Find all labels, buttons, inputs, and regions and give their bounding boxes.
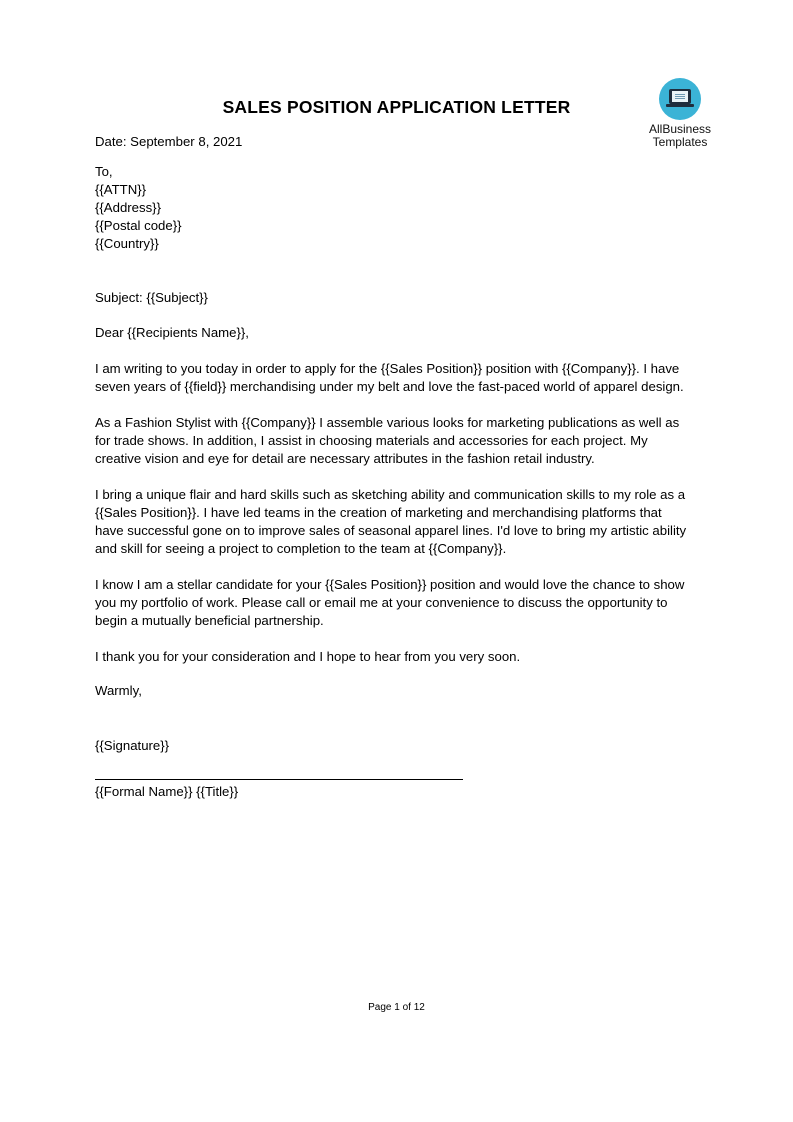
recipient-line: {{Postal code}} xyxy=(95,218,182,233)
paragraph-1 xyxy=(95,360,705,396)
logo-text-line2: Templates xyxy=(652,135,708,149)
subject-line: Subject: {{Subject}} xyxy=(95,290,208,305)
signature-placeholder: {{Signature}} xyxy=(95,738,170,753)
paragraph-line: you my portfolio of work. Please call or email me at your convenience to discuss the opportunity to xyxy=(95,595,668,610)
document-title: SALES POSITION APPLICATION LETTER xyxy=(222,97,571,117)
formal-name-title: {{Formal Name}} {{Title}} xyxy=(95,784,239,799)
paragraph-2 xyxy=(95,414,705,468)
paragraph-4 xyxy=(95,576,705,630)
paragraph-line: As a Fashion Stylist with {{Company}} I assemble various looks for marketing publications as well as xyxy=(95,415,680,430)
paragraph-5 xyxy=(95,648,705,666)
page-number: Page 1 of 12 xyxy=(368,1002,425,1013)
logo-text-line1: AllBusiness xyxy=(648,122,712,136)
closing: Warmly, xyxy=(95,683,142,698)
salutation: Dear {{Recipients Name}}, xyxy=(95,325,249,340)
recipient-line: {{Country}} xyxy=(95,236,159,251)
paragraph-3 xyxy=(95,486,705,558)
paragraph-line: I know I am a stellar candidate for your {{Sales Position}} position and would love the chance to show xyxy=(95,577,685,592)
paragraph-line: creative vision and eye for detail are necessary attributes in the fashion retail industry. xyxy=(95,451,595,466)
laptop-icon xyxy=(669,89,691,104)
paragraph-line: I thank you for your consideration and I hope to hear from you very soon. xyxy=(95,649,521,664)
recipient-line: To, xyxy=(95,164,113,179)
paragraph-line: begin a mutually beneficial partnership. xyxy=(95,613,324,628)
recipient-line: {{Address}} xyxy=(95,200,161,215)
paragraph-line: I bring a unique flair and hard skills such as sketching ability and communication skills to my role as a xyxy=(95,487,686,502)
paragraph-line: I am writing to you today in order to apply for the {{Sales Position}} position with {{Company}}. I have xyxy=(95,361,680,376)
paragraph-line: and skill for seeing a project to completion to the team at {{Company}}. xyxy=(95,541,507,556)
logo-circle xyxy=(659,78,701,120)
paragraph-line: seven years of {{field}} merchandising under my belt and love the fast-paced world of apparel design. xyxy=(95,379,684,394)
signature-line xyxy=(95,779,463,780)
recipient-block xyxy=(95,163,705,253)
paragraph-line: {{Sales Position}}. I have led teams in the creation of marketing and merchandising platforms that xyxy=(95,505,662,520)
date-line: Date: September 8, 2021 xyxy=(95,134,243,149)
recipient-line: {{ATTN}} xyxy=(95,182,147,197)
paragraph-line: for trade shows. In addition, I assist in choosing materials and accessories for each project. My xyxy=(95,433,648,448)
paragraph-line: have successful gone on to improve sales of seasonal apparel lines. I'd love to bring my artistic ability xyxy=(95,523,687,538)
